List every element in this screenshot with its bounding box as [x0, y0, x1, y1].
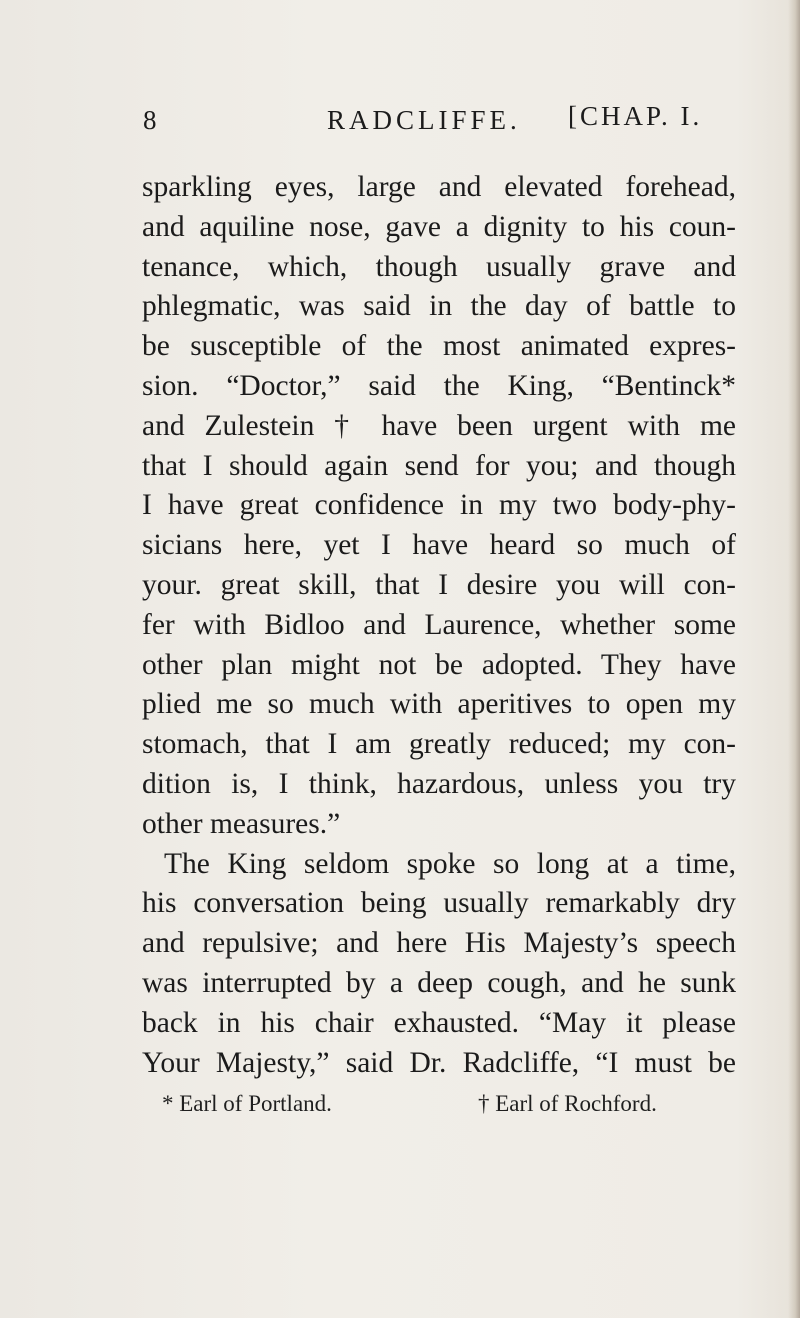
page-edge-shadow: [788, 0, 800, 1318]
chapter-reference: [CHAP. I.: [568, 101, 703, 131]
text-line: phlegmatic, was said in the day of battle to: [142, 290, 736, 323]
text-line: other measures.”: [142, 807, 341, 840]
text-line: and aquiline nose, gave a dignity to his coun-: [142, 210, 736, 243]
text-line: was interrupted by a deep cough, and he sunk: [142, 966, 736, 999]
body-text: [142, 168, 736, 1083]
page-number: 8: [143, 105, 160, 135]
text-line: be susceptible of the most animated expres-: [142, 330, 736, 363]
text-line: I have great confidence in my two body-phy-: [142, 489, 736, 522]
text-line: sicians here, yet I have heard so much of: [142, 529, 736, 562]
text-line: sparkling eyes, large and elevated forehead,: [142, 171, 736, 203]
footnote-portland: * Earl of Portland.: [162, 1091, 332, 1116]
footnote-rochford: † Earl of Rochford.: [478, 1091, 657, 1116]
text-line: Your Majesty,” said Dr. Radcliffe, “I must be: [142, 1046, 736, 1079]
text-line: tenance, which, though usually grave and: [142, 250, 736, 283]
running-title: RADCLIFFE.: [327, 105, 521, 135]
text-line: dition is, I think, hazardous, unless you try: [142, 767, 736, 800]
text-line: plied me so much with aperitives to open my: [142, 688, 736, 721]
text-line: that I should again send for you; and though: [142, 449, 736, 482]
text-line: your. great skill, that I desire you will con-: [142, 568, 736, 601]
text-line: other plan might not be adopted. They have: [142, 648, 736, 681]
text-line: back in his chair exhausted. “May it please: [142, 1006, 736, 1039]
text-line: fer with Bidloo and Laurence, whether some: [142, 608, 736, 641]
running-header: [143, 101, 773, 145]
text-line: stomach, that I am greatly reduced; my con-: [142, 728, 736, 761]
text-line: and repulsive; and here His Majesty’s speech: [142, 927, 736, 960]
paragraph-start-line: The King seldom spoke so long at a time,: [164, 847, 736, 880]
text-line: his conversation being usually remarkably dry: [142, 887, 736, 920]
text-line: sion. “Doctor,” said the King, “Bentinck*: [142, 369, 736, 402]
text-line: and Zulestein † have been urgent with me: [142, 409, 736, 442]
